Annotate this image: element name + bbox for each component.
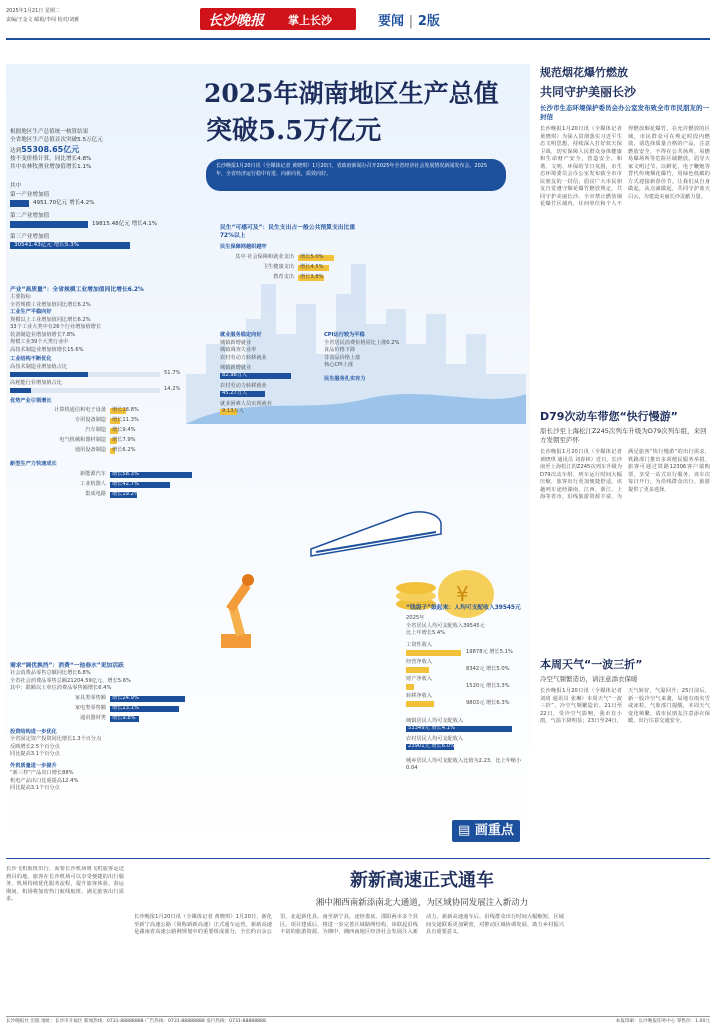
industry-line-5: 装备制造业增加值增长7.8% (10, 331, 76, 338)
industry-section (10, 286, 198, 503)
pct-bar-2-fill (10, 388, 31, 393)
income-heading: “钱袋子”鼓起来：人均可支配收入39545元 (406, 605, 521, 611)
industry-line-3: 规模以上工业增加值同比增长6.2% (10, 316, 91, 323)
footer-right: 本报印刷：长沙晚报印务中心 零售价：1.00元 (615, 1019, 710, 1024)
expressway-body: 长沙晚报1月20日讯（全媒体记者 黄晓琪）1月20日，新化至新宁高速公路（简称新新高速）正式通车运营。新新高速是湖南省高速公路网规划中的重要组成部分，全长约百余公里，北起新化县，南至新宁县，途经娄底、邵阳两市多个县区。项目建成后，将进一步完善区域路网结构，串联起沿线丰富的旅游资源，为湘中、湘西南地区经济社会发展注入新动力。新新高速通车后，沿线群众出行时间大幅缩短，区域间交通联系更加紧密，对推动区域协调发展、助力乡村振兴具有重要意义。 (134, 914, 564, 935)
income-bar-fill (406, 701, 434, 707)
gdp-summary (10, 128, 200, 171)
left-column-body: 长沙飞机航班出行，需要长沙机场将飞机旅客运送到目的地。旅客在长沙机场可以享受便捷的出行服务，机场持续优化服务流程，提升旅客体验。春运期间，机场将加密热门航线航班，满足旅客出行需求。 (6, 866, 124, 902)
sector-1-value: 4951.70亿元 增长4.2% (33, 200, 95, 206)
section-sep: | (408, 14, 418, 29)
robot-arm-illustration (196, 564, 276, 654)
employment-heading: 就业服务稳定向好 (220, 332, 262, 338)
editor-line: 责编/王金文 邮箱/李闯 校对/刘雅 (6, 17, 80, 23)
feature-title-line2: 突破5.5万亿元 (206, 116, 382, 146)
sector-legend-head: 其中 (10, 183, 22, 189)
employment-line-1: 城镇调查失业率 (220, 347, 257, 353)
demand-heading: 需求“调优换挡”：消费“一池春水”更加活跃 (10, 663, 124, 669)
cpi-line-2: 非食品价格上涨 (324, 354, 361, 361)
article-left-column (6, 866, 124, 1014)
income-urban-rural: 城镇居民人均可支配收入 53349元 增长4.1% 农村居民人均可支配收入 23901元 增长6.0% (406, 718, 524, 758)
foreign-line-0: “新三样”产品出口增长88% (10, 770, 74, 776)
employment-bars: 城镇新增就业 82.98万人 农村劳动力转移就业 45.27万人 就业困难人员实现就业 9.13万人 (220, 365, 310, 425)
livelihood-row: 其中 社会保障和就业支出 增长5.0% (220, 254, 360, 262)
foreign-heading: 外贸质量进一步提升 (10, 762, 57, 769)
foreign-line-1: 机电产品出口比重提高12.4% (10, 777, 79, 784)
pct-bar-1-track (10, 372, 160, 377)
gdp-value: 达到55308.65亿元 (10, 145, 80, 154)
employment-section (220, 332, 310, 425)
article-expressway (134, 866, 710, 1016)
cpi-section (324, 332, 404, 383)
hl-row: 汽车制造 增长9.4% (85, 427, 136, 433)
fireworks-kicker: 规范烟花爆竹燃放 (540, 66, 628, 79)
sector-3-value: 30541.43亿元 增长5.3% (14, 242, 80, 248)
feature-title-line1: 2025年湖南地区生产总值 (204, 79, 499, 108)
highlight-badge-icon: ▤ (458, 823, 471, 838)
sector-2-bar (10, 221, 88, 228)
industry-line-4: 33个工业大类中有26个行业增加值增长 (10, 324, 102, 330)
section-label (378, 10, 440, 29)
highlight-badge (452, 820, 520, 842)
income-line-1: 全省居民人均可支配收入39545元 (406, 622, 485, 629)
section-name: 要闻 (378, 14, 405, 29)
article-d79-train (540, 408, 710, 648)
pct-bar-2-label: 高耗能行业增加值占比 (10, 379, 62, 386)
fireworks-body: 长沙晚报1月20日讯（全媒体记者 黄晓琪）为深入贯彻落实习近平生态文明思想，持续深入打好蓝天保卫战，切实保障人民群众身体健康和生命财产安全，营造安全、和谐、文明、环保的节日氛围，市生态环境委员会办公室发布致全市市民朋友的一封信，倡议广大市民朋友自觉遵守烟花爆竹燃放规定，共同守护美丽长沙。全市禁止燃放烟花爆竹区域内，任何单位和个人不得燃放烟花爆竹。在允许燃放的区域，市民群众可在规定时段内燃放，请选择质量合格的产品，注意燃放安全，不得在公共场所、易燃易爆场所等危险区域燃放。倡导大家文明过节，以鲜花、电子鞭炮等替代传统烟花爆竹，用绿色低碳的方式迎接新春佳节。让我们从自身做起，从点滴做起，共同守护蓝天白云，为建设美丽长沙贡献力量。 (540, 126, 710, 207)
expressway-title: 新新高速正式通车 (350, 870, 494, 891)
pct-bar-2-track (10, 388, 160, 393)
np-row: 集成电路 增长19.2% (85, 490, 139, 497)
masthead-rule (6, 38, 710, 40)
article-fireworks (540, 64, 710, 384)
demand-row: 通讯器材类 增长9.8% (10, 715, 198, 723)
livelihood-section (220, 224, 360, 284)
pct-bar-2-value: 14.2% (164, 385, 181, 392)
feature-infographic (6, 64, 530, 852)
livelihood-heading: 民生“可感可及”：民生支出占一般公共预算支出比重72%以上 (220, 225, 356, 239)
pct-bar-1-value: 51.7% (164, 369, 181, 376)
d79-subtitle: 原长沙至上海松江Z245次列车升级为D79次列车组，来回方发朝至庐怀 (540, 427, 707, 444)
sector-1-bar (10, 200, 29, 207)
hl-row: 计算机通信和电子设备 增长18.8% (54, 407, 139, 413)
fireworks-title: 共同守护美丽长沙 (540, 85, 637, 99)
expressway-subtitle: 湘中湘西南新添南北大通道，为区域协同发展注入新动力 (315, 898, 529, 908)
livelihood-row: 教育支出 增长3.8% (273, 273, 324, 280)
demand-bars (10, 695, 198, 725)
industry-subhead-structure: 工业结构不断优化 (10, 356, 52, 362)
gdp-line-4: 按不变价格计算，同比增长4.8% (10, 156, 92, 162)
sector-2-value: 19815.48亿元 增长4.1% (92, 221, 158, 227)
footer-left: 长沙晚报社 出版 地址：长沙市开福区 新闻热线：0731-88888888 广告热线：0731-88888888 发行热线：0731-88888888 (6, 1019, 266, 1024)
sector-bars (10, 182, 200, 278)
np-row: 工业机器人 增长42.7% (10, 481, 198, 489)
invest-line-0: 全省固定资产投资同比增长1.3个百分点 (10, 736, 102, 742)
cpi-heading: CPI运行较为平稳 (324, 332, 365, 338)
sector-3-name: 第三产业增加值 (10, 234, 50, 240)
invest-heading: 投资结构进一步优化 (10, 728, 57, 735)
gdp-line-2: 全省地区生产总值首次突破5.5万亿元 (10, 137, 103, 143)
brand-block (200, 8, 356, 30)
invest-line-1: 反映增长2.5个百分点 (10, 743, 60, 750)
foreign-line-2: 同比提高3.1个百分点 (10, 785, 60, 791)
invest-line-2: 同比提高3.1个百分点 (10, 751, 60, 757)
date-line: 2025年1月21日 星期二 (6, 8, 60, 14)
income-bar-fill (406, 684, 414, 690)
page-number: 2版 (417, 14, 440, 29)
industry-subhead-leading: 优势产业引领增长 (10, 397, 52, 404)
industry-line-2: 工业生产平稳向好 (10, 309, 52, 315)
weather-body: 长沙晚报1月20日讯（全媒体记者 刘琦 通讯员 张琳）本周天气“一波三折”，冷空气频繁造访。21日至22日，受冷空气影响，我市有小雨，气温下降明显；23日至24日，天气转好，气温回升；25日前后，新一股冷空气来袭，局地有雨夹雪或冰粒。气象部门提醒，本周天气变化频繁，请市民朋友注意添衣保暖，出行注意交通安全。 (540, 688, 710, 724)
income-source-bars: 工资性收入 19878元 增长5.1% 经营净收入 8342元 增长5.0% 财产净收入 1520元 增长3.3% 转移净收入 9803元 增长6.3% (406, 641, 513, 706)
industry-line-1: 全省规模工业增加值同比增长6.2% (10, 301, 91, 308)
income-ratio-line: 城乡居民人均可支配收入比值为2.23，比上年缩小0.04 (406, 757, 522, 771)
bottom-divider (6, 858, 710, 859)
gdp-line-5: 其中农林牧渔业增加值增长1.1% (10, 164, 92, 170)
livelihood-rows (220, 254, 360, 284)
cpi-line-0: 全省居民消费价格同比上涨0.2% (324, 339, 400, 346)
pct-bar-1-fill (10, 372, 88, 377)
demand-row: 家具类零售额 增长24.9% (10, 695, 198, 703)
feature-intro-text: 长沙晚报1月20日讯（全媒体记者 黄晓琪）1月20日，省政府新闻办召开2025年全省经济社会发展情况新闻发布会。2025年，全省经济运行稳中有进、向新向优，质效向好。 (216, 163, 488, 177)
new-product-bars (10, 471, 198, 503)
employment-line-2: 农村劳动力转移就业 (220, 354, 267, 361)
hl-row: 电气机械和器材制造 增长7.9% (59, 437, 136, 443)
employment-line-0: 城镇新增就业 (220, 339, 252, 346)
article-weather (540, 656, 710, 856)
hl-row: 通用设备制造 增长6.2% (74, 447, 136, 453)
income-bar-fill (406, 667, 429, 673)
svg-text:¥: ¥ (456, 582, 469, 606)
demand-row: 家电类零售额 增长23.1% (10, 705, 198, 713)
hl-row: 专用设备制造 增长11.3% (74, 417, 139, 423)
cpi-line-1: 食品价格下降 (324, 347, 356, 353)
cpi-line-3: 核心CPI上涨 (324, 362, 354, 368)
demand-line-1: 全省社会消费品零售总额21204.59亿元，增长5.6% (10, 677, 131, 684)
livelihood-row: 卫生健康支出 增长4.5% (220, 264, 360, 272)
industry-subhead-newforces: 新型生产力快速成长 (10, 461, 57, 467)
demand-line-2: 其中：限额以上单位消费品零售额增长6.4% (10, 685, 112, 691)
pct-bar-1-label: 高技术制造业增加值占比 (10, 363, 68, 370)
industry-line-6: 规模工业39个大类行业中 (10, 339, 69, 345)
livelihood-tag: 民生保障网越织越牢 (220, 244, 267, 250)
demand-section (10, 662, 198, 793)
industry-line-0: 主要指标 (10, 294, 31, 300)
demand-line-0: 社会消费品零售总额同比增长6.8% (10, 670, 91, 676)
masthead (0, 0, 716, 58)
sector-2-name: 第二产业增加值 (10, 213, 50, 219)
income-line-0: 2025年 (406, 615, 425, 621)
gdp-line-1: 根据地区生产总值统一核算结果 (10, 129, 89, 135)
footer-rule (6, 1016, 710, 1017)
d79-body: 长沙晚报1月20日讯（全媒体记者 黄晓琪 通讯员 刘春林）近日，长沙南至上海松江的Z245次列车升级为D79次动车组，列车运行时间大幅压缩，旅客出行更加便捷舒适。该趟列车途经湖南、江西、浙江、上海等省市，沿线旅游资源丰富。为满足旅客“快行慢游”的出行需求，铁路部门推出多项便民服务举措，旅客可通过铁路12306客户端购票，享受一站式出行服务。该车次每日开行，为沿线群众出行、旅游提供了更多选择。 (540, 449, 710, 500)
highlight-bars (10, 407, 198, 459)
brand-logo: 长沙晚报 (208, 13, 264, 29)
industry-heading: 产业“高质量”：全省规模工业增加值同比增长6.2% (10, 287, 144, 293)
industry-line-7: 高技术制造业增加值增长15.6% (10, 346, 84, 353)
brand-slogan: 掌上长沙 (288, 14, 332, 27)
fireworks-subtitle: 长沙市生态环境保护委员会办公室发布致全市市民朋友的一封信 (540, 104, 709, 121)
services-heading: 民生服务扎实有力 (324, 375, 366, 382)
d79-title: D79次动车带您“快行慢游” (540, 410, 678, 423)
feature-intro (206, 159, 506, 191)
income-line-2: 比上年增长5.4% (406, 630, 446, 636)
income-bar-fill (406, 650, 461, 656)
sector-1-name: 第一产业增加值 (10, 192, 50, 198)
highlight-badge-text: 画重点 (474, 823, 514, 838)
gdp-value-number: 55308.65亿元 (21, 145, 80, 154)
weather-title: 本周天气“一波三折” (540, 658, 643, 671)
pct-bar-list (10, 364, 198, 398)
income-section (406, 604, 524, 773)
weather-subtitle: 冷空气频繁造访，请注意添衣保暖 (540, 675, 638, 683)
np-row: 新能源汽车 增长58.3% (10, 471, 198, 479)
